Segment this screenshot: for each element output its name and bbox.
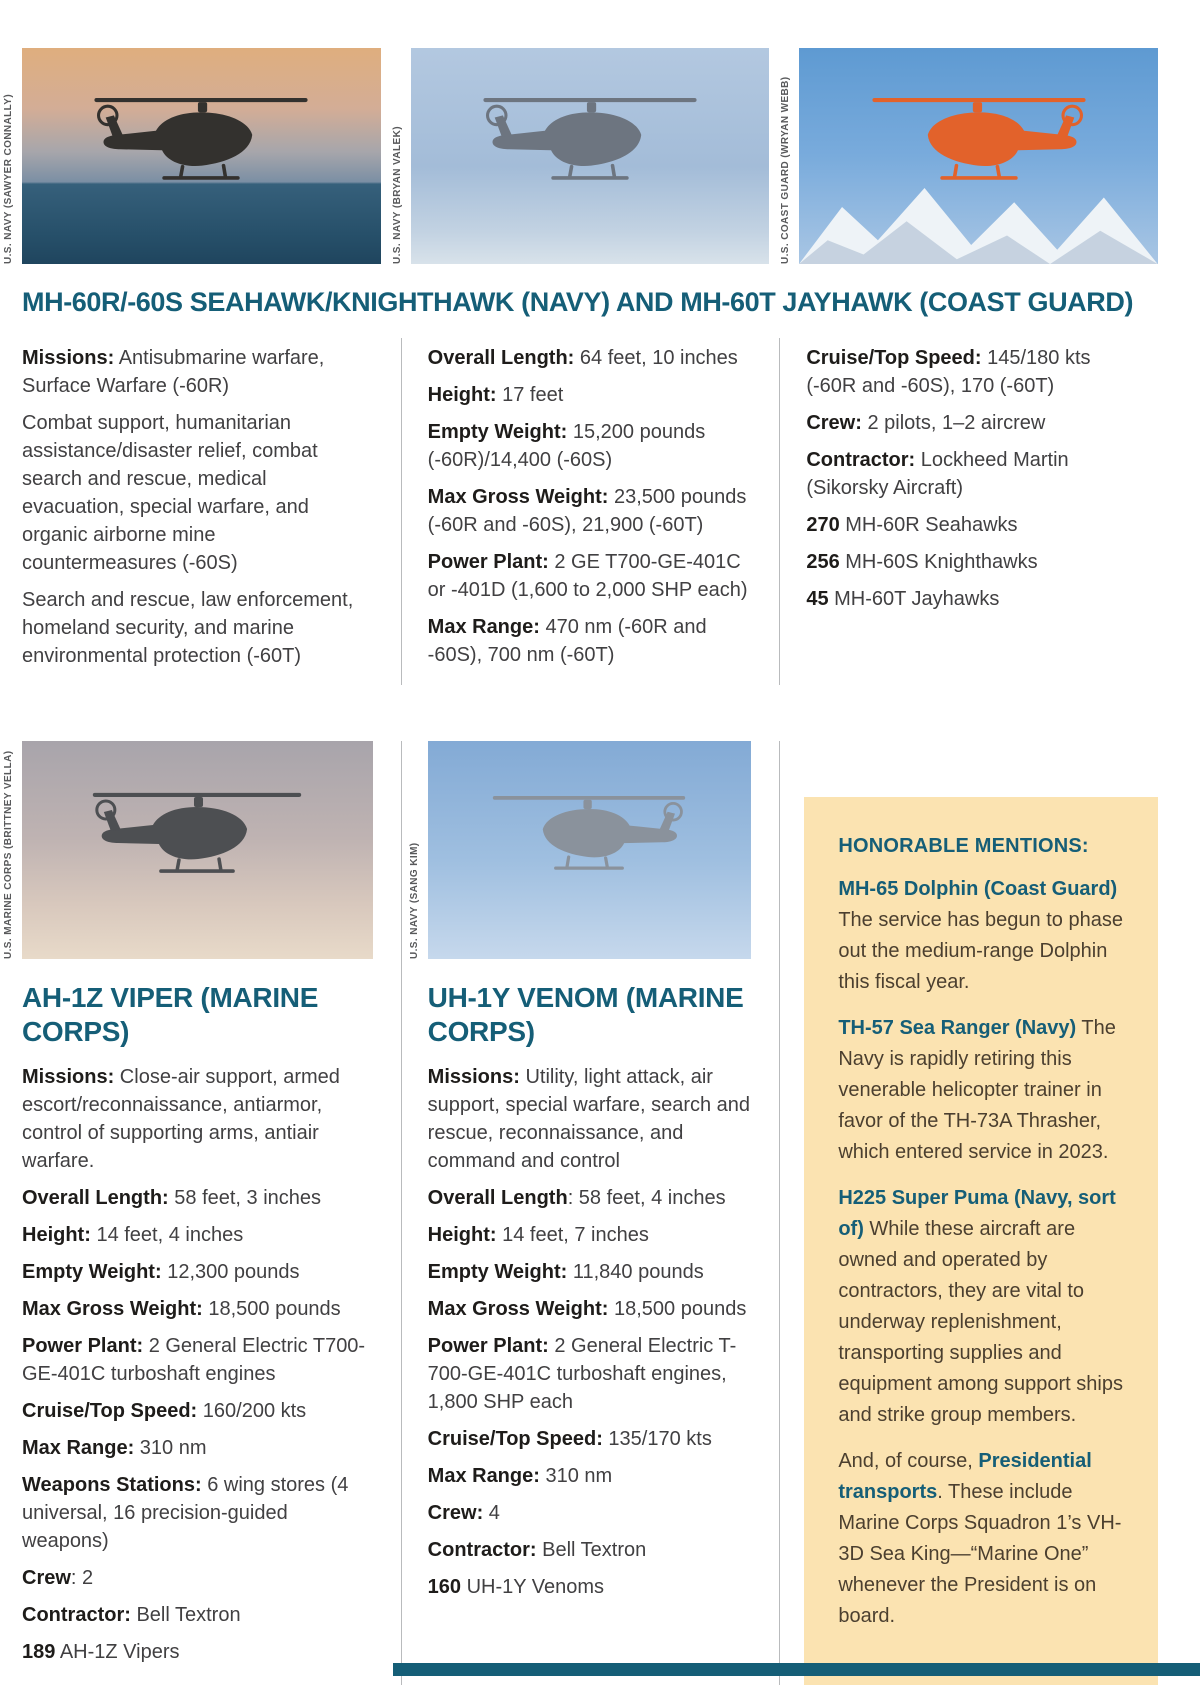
spec-label: Max Gross Weight:: [427, 486, 609, 508]
highlight-label: MH-65 Dolphin (Coast Guard): [838, 878, 1118, 900]
mh60-specs-col-1: [22, 338, 401, 685]
spec-label: Crew:: [427, 1502, 484, 1524]
spec-value: : 58 feet, 4 inches: [567, 1187, 726, 1209]
spec-label: Contractor:: [22, 1604, 131, 1626]
spec-label: Height:: [22, 1224, 91, 1246]
viper-specs: [22, 1063, 373, 1666]
spec-value: 2 General Electric T700-GE-401C turboshaft engines: [22, 1335, 366, 1385]
spec-item: [22, 586, 373, 670]
spec-value: 135/170 kts: [602, 1428, 712, 1450]
spec-label: Power Plant:: [427, 551, 549, 573]
spec-label: Crew:: [806, 412, 862, 434]
spec-label: Overall Length:: [22, 1187, 169, 1209]
spec-item: [806, 344, 1130, 400]
spec-item: [22, 1564, 373, 1592]
spec-item: [428, 1184, 752, 1212]
spec-label: Empty Weight:: [427, 421, 568, 443]
spec-value: 145/180 kts (-60R and -60S), 170 (-60T): [806, 347, 1091, 397]
spec-item: [22, 344, 373, 400]
helicopter-photo-mountains: [799, 48, 1158, 264]
spec-label: Crew: [22, 1567, 71, 1589]
photo-credit: U.S. NAVY (SANG KIM): [408, 842, 420, 959]
spec-value: MH-60R Seahawks: [839, 514, 1018, 536]
spec-label: Empty Weight:: [427, 1261, 568, 1283]
spec-item: [22, 409, 373, 577]
photo-mh60-sunset: [2, 48, 381, 264]
spec-value: 310 nm: [134, 1437, 207, 1459]
helicopter-photo-bluesky: [411, 48, 770, 264]
spec-value: AH-1Z Vipers: [55, 1641, 180, 1663]
spec-item: [22, 1184, 373, 1212]
photo-uh1y-venom: [408, 741, 752, 959]
sidebar-paragraph: [838, 1013, 1124, 1168]
photo-credit: U.S. NAVY (SAWYER CONNALLY): [3, 93, 14, 264]
photo-credit: U.S. COAST GUARD (WRYAN WEBB): [780, 76, 792, 264]
body-text: And, of course,: [838, 1450, 979, 1472]
viper-column: [3, 741, 401, 1685]
photo-ah1z-viper: [2, 741, 373, 959]
helicopter-silhouette-icon: [87, 87, 317, 189]
spec-value: 64 feet, 10 inches: [574, 347, 738, 369]
spec-label: Contractor:: [806, 449, 916, 471]
spec-value: MH-60T Jayhawks: [828, 588, 1000, 610]
spec-label: Max Range:: [427, 616, 540, 638]
spec-value: 12,300 pounds: [161, 1261, 300, 1283]
spec-label: Weapons Stations:: [22, 1474, 202, 1496]
spec-item: [428, 548, 752, 604]
spec-label: Overall Length: [427, 1187, 568, 1209]
spec-value: 2 General Electric T-700-GE-401C turboshaft engines, 1,800 SHP each: [427, 1335, 737, 1413]
spec-value: 18,500 pounds: [608, 1298, 747, 1320]
spec-item: [428, 1425, 752, 1453]
mh60-section: [3, 48, 1158, 685]
body-text: While these aircraft are owned and operated by contractors, they are vital to underway replenishment, transporting supplies and equipment among support ships and strike group members.: [838, 1218, 1123, 1426]
body-text: The service has begun to phase out the medium-range Dolphin this fiscal year.: [838, 909, 1123, 993]
spec-item: [428, 1573, 752, 1601]
highlight-label: Presidential transports: [838, 1450, 1092, 1503]
spec-value: 58 feet, 3 inches: [168, 1187, 322, 1209]
spec-value: 11,840 pounds: [567, 1261, 704, 1283]
spec-item: [22, 1601, 373, 1629]
spec-value: 4: [483, 1502, 500, 1524]
spec-label: Power Plant:: [22, 1335, 144, 1357]
spec-item: [806, 548, 1130, 576]
spec-item: [22, 1397, 373, 1425]
sidebar-paragraph: [838, 874, 1124, 998]
spec-item: [428, 1536, 752, 1564]
spec-label: Max Range:: [22, 1437, 135, 1459]
spec-item: [428, 1462, 752, 1490]
spec-label: Cruise/Top Speed:: [427, 1428, 603, 1450]
spec-value: Antisubmarine warfare, Surface Warfare (-60R): [22, 347, 325, 397]
honorable-mentions-column: [779, 741, 1158, 1685]
page-edge-bar: [393, 1663, 1200, 1676]
helicopter-photo-day: [428, 741, 752, 959]
sidebar-paragraphs: [838, 874, 1124, 1632]
spec-label: 189: [22, 1641, 56, 1663]
spec-item: [22, 1434, 373, 1462]
spec-value: 2 pilots, 1–2 aircrew: [861, 412, 1046, 434]
photo-mh60t-jayhawk: [779, 48, 1158, 264]
spec-label: Empty Weight:: [22, 1261, 162, 1283]
spec-label: Height:: [427, 384, 497, 406]
highlight-label: H225 Super Puma (Navy, sort of): [838, 1187, 1116, 1240]
spec-item: [428, 1295, 752, 1323]
mh60-specs-col-3: [779, 338, 1158, 685]
spec-item: [806, 409, 1130, 437]
spec-item: [428, 613, 752, 669]
sidebar-paragraph: [838, 1183, 1124, 1431]
spec-item: [22, 1258, 373, 1286]
spec-label: Cruise/Top Speed:: [806, 347, 982, 369]
honorable-mentions-box: [804, 797, 1158, 1685]
spec-value: 2 GE T700-GE-401C or -401D (1,600 to 2,000 SHP each): [427, 551, 748, 601]
body-text: The Navy is rapidly retiring this venerable helicopter trainer in favor of the TH-73A Thrasher, which entered service in 2023.: [838, 1017, 1116, 1163]
spec-value: 15,200 pounds (-60R)/14,400 (-60S): [427, 421, 706, 471]
helicopter-silhouette-icon: [486, 786, 693, 878]
spec-value: 23,500 pounds (-60R and -60S), 21,900 (-60T): [427, 486, 747, 536]
spec-label: 270: [806, 514, 840, 536]
spec-item: [428, 1063, 752, 1175]
spec-label: Height:: [427, 1224, 497, 1246]
spec-item: [806, 511, 1130, 539]
spec-item: [428, 344, 752, 372]
spec-item: [428, 418, 752, 474]
helicopter-photo-sunset: [22, 48, 381, 264]
helicopter-silhouette-icon: [85, 782, 309, 882]
section-title-mh60: MH-60R/-60S SEAHAWK/KNIGHTHAWK (NAVY) AND MH-60T JAYHAWK (COAST GUARD): [22, 287, 1134, 317]
spec-value: 14 feet, 7 inches: [496, 1224, 649, 1246]
sidebar-title: HONORABLE MENTIONS:: [838, 835, 1089, 857]
spec-value: Close-air support, armed escort/reconnaissance, antiarmor, control of supporting arms, antiair warfare.: [22, 1066, 340, 1172]
spec-value: 310 nm: [539, 1465, 613, 1487]
helicopter-silhouette-icon: [864, 87, 1094, 189]
spec-label: Missions:: [427, 1066, 520, 1088]
spec-label: 160: [427, 1576, 462, 1598]
body-text: . These include Marine Corps Squadron 1’s VH-3D Sea King—“Marine One” whenever the President is on board.: [838, 1481, 1122, 1627]
spec-item: [428, 483, 752, 539]
spec-item: [428, 381, 752, 409]
mh60-spec-columns: [22, 338, 1158, 685]
spec-value: Bell Textron: [536, 1539, 647, 1561]
highlight-label: TH-57 Sea Ranger (Navy): [838, 1017, 1077, 1039]
spec-value: Lockheed Martin (Sikorsky Aircraft): [806, 449, 1069, 499]
spec-item: [22, 1471, 373, 1555]
spec-value: 14 feet, 4 inches: [90, 1224, 244, 1246]
spec-item: [806, 446, 1130, 502]
spec-label: Max Gross Weight:: [427, 1298, 609, 1320]
spec-value: Bell Textron: [130, 1604, 241, 1626]
spec-value: 160/200 kts: [197, 1400, 307, 1422]
spec-item: [428, 1499, 752, 1527]
photo-credit: U.S. MARINE CORPS (BRITTNEY VELLA): [3, 750, 14, 959]
section-title-venom: UH-1Y VENOM (MARINE CORPS): [427, 982, 744, 1047]
spec-value: 470 nm (-60R and -60S), 700 nm (-60T): [427, 616, 707, 666]
spec-label: Contractor:: [427, 1539, 537, 1561]
spec-label: Max Gross Weight:: [22, 1298, 203, 1320]
section-title-viper: AH-1Z VIPER (MARINE CORPS): [22, 982, 319, 1047]
spec-label: Missions:: [22, 1066, 115, 1088]
spec-label: 45: [806, 588, 829, 610]
spec-item: [22, 1332, 373, 1388]
spec-item: [428, 1332, 752, 1416]
spec-label: Power Plant:: [427, 1335, 549, 1357]
spec-value: 6 wing stores (4 universal, 16 precision-guided weapons): [22, 1474, 349, 1552]
spec-label: Missions:: [22, 347, 115, 369]
spec-value: MH-60S Knighthawks: [839, 551, 1038, 573]
venom-specs: [428, 1063, 752, 1601]
spec-value: Combat support, humanitarian assistance/disaster relief, combat search and rescue, medical evacuation, special warfare, and organic airborne mine countermeasures (-60S): [22, 412, 318, 574]
spec-item: [806, 585, 1130, 613]
spec-value: UH-1Y Venoms: [461, 1576, 605, 1598]
marine-corps-section: [3, 741, 1158, 1685]
spec-label: Overall Length:: [427, 347, 575, 369]
spec-item: [22, 1221, 373, 1249]
spec-label: 256: [806, 551, 840, 573]
helicopter-photo-dusk: [22, 741, 373, 959]
sidebar-paragraph: [838, 1446, 1124, 1632]
spec-value: 17 feet: [496, 384, 564, 406]
spec-value: : 2: [70, 1567, 94, 1589]
spec-value: Utility, light attack, air support, special warfare, search and rescue, reconnaissance, and command and control: [427, 1066, 751, 1172]
venom-column: [401, 741, 780, 1685]
photo-mh60-hoist: [391, 48, 770, 264]
spec-item: [22, 1063, 373, 1175]
spec-item: [428, 1258, 752, 1286]
spec-label: Max Range:: [427, 1465, 540, 1487]
photo-credit: U.S. NAVY (BRYAN VALEK): [391, 126, 403, 264]
spec-label: Cruise/Top Speed:: [22, 1400, 198, 1422]
spec-item: [22, 1295, 373, 1323]
spec-item: [22, 1638, 373, 1666]
mh60-specs-col-2: [401, 338, 780, 685]
helicopter-silhouette-icon: [475, 87, 705, 189]
top-photo-row: [3, 48, 1158, 264]
spec-value: Search and rescue, law enforcement, homeland security, and marine environmental protection (-60T): [22, 589, 354, 667]
spec-item: [428, 1221, 752, 1249]
spec-value: 18,500 pounds: [202, 1298, 341, 1320]
